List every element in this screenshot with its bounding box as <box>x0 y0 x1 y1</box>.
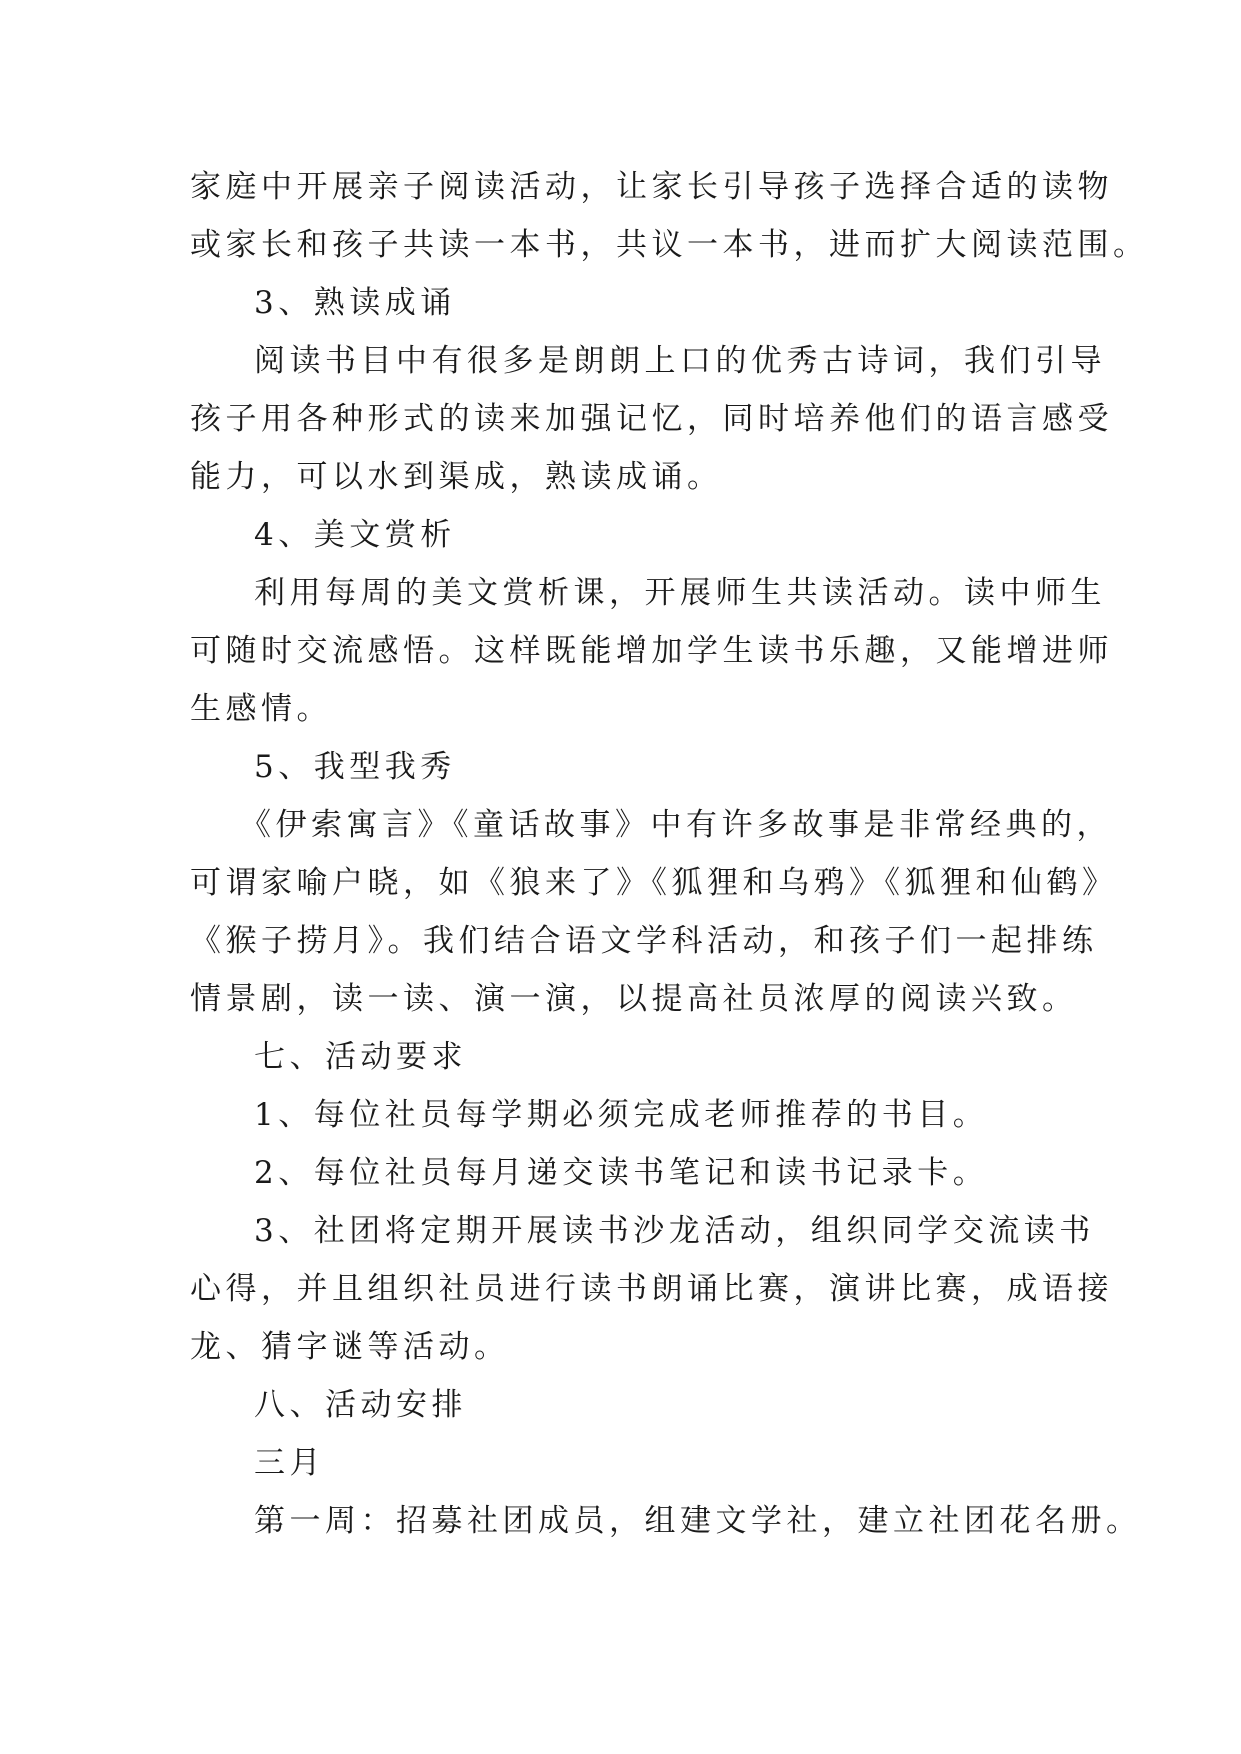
paragraph-line: 可随时交流感悟。这样既能增加学生读书乐趣，又能增进师 <box>190 633 1113 669</box>
section-heading: 4、美文赏析 <box>254 517 456 553</box>
paragraph-line: 生感情。 <box>190 691 332 727</box>
paragraph-line: 情景剧，读一读、演一演，以提高社员浓厚的阅读兴致。 <box>190 981 1078 1017</box>
list-item: 1、每位社员每学期必须完成老师推荐的书目。 <box>254 1097 989 1133</box>
paragraph-line: 心得，并且组织社员进行读书朗诵比赛，演讲比赛，成语接 <box>190 1271 1113 1307</box>
section-heading: 3、熟读成诵 <box>254 285 456 321</box>
paragraph-line: 《伊索寓言》《童话故事》中有许多故事是非常经典的， <box>240 807 1112 843</box>
section-heading: 5、我型我秀 <box>254 749 456 785</box>
section-heading: 八、活动安排 <box>254 1387 467 1423</box>
list-item: 2、每位社员每月递交读书笔记和读书记录卡。 <box>254 1155 989 1191</box>
month-heading: 三月 <box>254 1445 325 1481</box>
list-item: 3、社团将定期开展读书沙龙活动，组织同学交流读书 <box>254 1213 1095 1249</box>
paragraph-line: 可谓家喻户晓，如《狼来了》《狐狸和乌鸦》《狐狸和仙鹤》 <box>190 865 1118 901</box>
paragraph-line: 《猴子捞月》。我们结合语文学科活动，和孩子们一起排练 <box>190 923 1098 959</box>
paragraph-line: 或家长和孩子共读一本书，共议一本书，进而扩大阅读范围。 <box>190 227 1149 263</box>
section-heading: 七、活动要求 <box>254 1039 467 1075</box>
paragraph-line: 龙、猜字谜等活动。 <box>190 1329 510 1365</box>
paragraph-line: 家庭中开展亲子阅读活动，让家长引导孩子选择合适的读物 <box>190 169 1113 205</box>
paragraph-line: 能力，可以水到渠成，熟读成诵。 <box>190 459 723 495</box>
schedule-item: 第一周：招募社团成员，组建文学社，建立社团花名册。 <box>254 1503 1142 1539</box>
paragraph-line: 阅读书目中有很多是朗朗上口的优秀古诗词，我们引导 <box>254 343 1106 379</box>
document-body <box>190 158 1149 1550</box>
paragraph-line: 利用每周的美文赏析课，开展师生共读活动。读中师生 <box>254 575 1106 611</box>
paragraph-line: 孩子用各种形式的读来加强记忆，同时培养他们的语言感受 <box>190 401 1113 437</box>
